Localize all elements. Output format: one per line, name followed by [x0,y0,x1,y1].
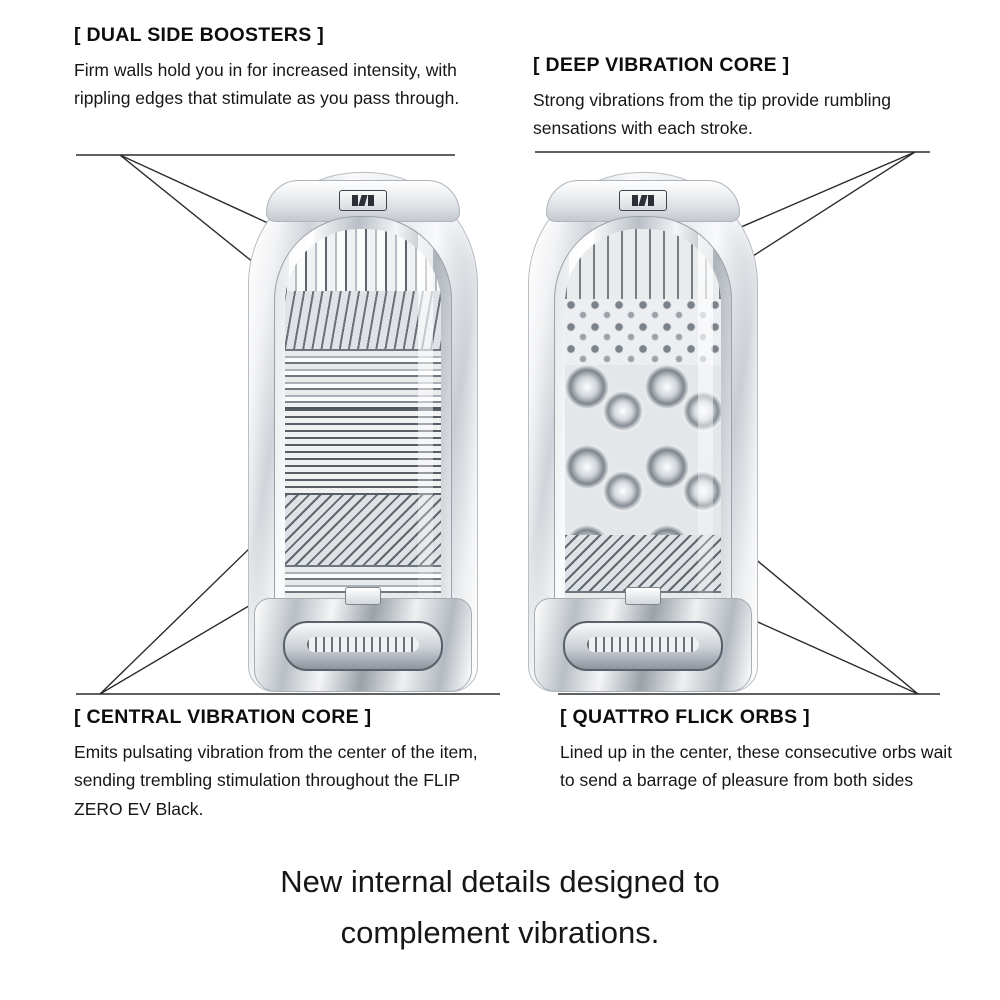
texture-columns [285,229,441,291]
device-base [254,598,472,692]
deep-vibration-core-blocks [565,229,721,299]
product-illustration-right [528,172,758,692]
device-base [534,598,752,692]
texture-waves [285,291,441,349]
callout-body: Lined up in the center, these consecutive orbs wait to send a barrage of pleasure from both sides [560,742,953,791]
callout-heading: [ DUAL SIDE BOOSTERS ] [74,24,325,46]
texture-chevrons [565,535,721,591]
callout-heading: [ QUATTRO FLICK ORBS ] [560,706,810,728]
callout-heading: [ DEEP VIBRATION CORE ] [533,54,790,76]
callout-heading: [ CENTRAL VIBRATION CORE ] [74,706,372,728]
callout-body: Strong vibrations from the tip provide rumbling sensations with each stroke. [533,90,891,139]
internal-texture-left [285,229,441,601]
product-illustration-left [248,172,478,692]
callout-deep-vibration-core [533,54,953,143]
internal-texture-right [565,229,721,601]
device-interior [274,216,452,612]
callout-central-vibration-core [74,706,494,823]
base-ring [283,621,443,671]
tagline-line-2: complement vibrations. [340,915,660,951]
base-tab [625,587,661,605]
tagline [0,856,1000,958]
texture-dots [565,299,721,365]
brand-plate-icon [339,190,387,211]
callout-dual-side-boosters [74,24,464,113]
base-ring [563,621,723,671]
central-vibration-core-band [285,407,441,497]
callout-body: Emits pulsating vibration from the center of the item, sending trembling stimulation throughout the FLIP ZERO EV Black. [74,742,478,819]
tagline-line-1: New internal details designed to [280,864,720,899]
callout-body: Firm walls hold you in for increased intensity, with rippling edges that stimulate as you pass through. [74,60,460,109]
texture-ribs [285,349,441,407]
device-interior [554,216,732,612]
brand-plate-icon [619,190,667,211]
texture-chevrons [285,495,441,565]
callout-quattro-flick-orbs [560,706,960,795]
base-tab [345,587,381,605]
quattro-flick-orbs-band [565,365,721,535]
